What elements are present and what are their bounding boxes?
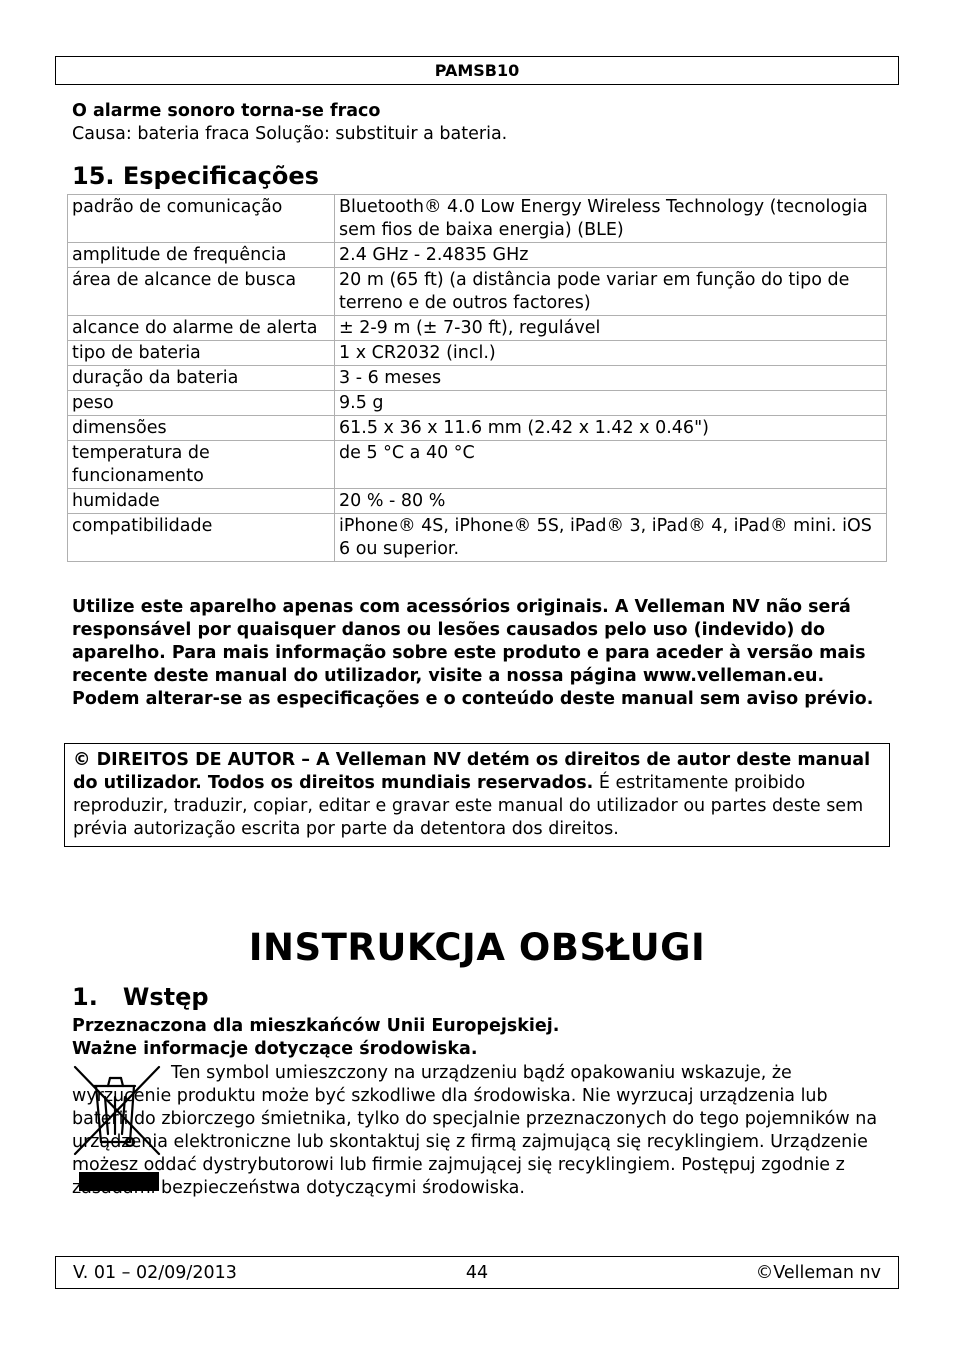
table-row xyxy=(68,489,887,514)
copyright-text: É estritamente proibido reproduzir, traduzir, copiar, editar e gravar este manual do utilizador ou partes deste sem prévia autorização escrita por parte da detentora dos direitos. xyxy=(73,773,864,839)
table-row xyxy=(68,514,887,562)
spec-label: amplitude de frequência xyxy=(68,243,335,268)
troubleshooting-section xyxy=(72,100,887,146)
spec-label: tipo de bateria xyxy=(68,341,335,366)
manual-title: INSTRUKCJA OBSŁUGI xyxy=(248,926,706,969)
troubleshooting-text: Causa: bateria fraca Solução: substituir a bateria. xyxy=(72,124,508,144)
table-row xyxy=(68,268,887,316)
specs-table xyxy=(67,194,887,562)
specs-heading: 15. Especificações xyxy=(72,162,319,190)
eu-notice-line: Przeznaczona dla mieszkańców Unii Europejskiej. xyxy=(72,1016,560,1036)
table-row xyxy=(68,441,887,489)
table-row xyxy=(68,243,887,268)
page-footer xyxy=(55,1256,899,1289)
table-row xyxy=(68,341,887,366)
spec-label: alcance do alarme de alerta xyxy=(68,316,335,341)
spec-value: 20 % - 80 % xyxy=(335,489,887,514)
usage-notice: Utilize este aparelho apenas com acessórios originais. A Velleman NV não será responsável por quaisquer danos ou lesões causados pelo uso (indevido) do aparelho. Para mais informação sobre este produto e para aceder à versão mais recente deste manual do utilizador, visite a nossa página www.velleman.eu. Podem alterar-se as especificações e o conteúdo deste manual sem aviso prévio. xyxy=(72,597,874,709)
environment-notice-line: Ważne informacje dotyczące środowiska. xyxy=(72,1039,478,1059)
table-row xyxy=(68,391,887,416)
spec-value: 20 m (65 ft) (a distância pode variar em função do tipo de terreno e de outros factores) xyxy=(335,268,887,316)
model-code: PAMSB10 xyxy=(434,61,520,80)
spec-label: humidade xyxy=(68,489,335,514)
spec-label: duração da bateria xyxy=(68,366,335,391)
table-row xyxy=(68,316,887,341)
spec-value: iPhone® 4S, iPhone® 5S, iPad® 3, iPad® 4, iPad® mini. iOS 6 ou superior. xyxy=(335,514,887,562)
spec-value: 1 x CR2032 (incl.) xyxy=(335,341,887,366)
spec-value: 61.5 x 36 x 11.6 mm (2.42 x 1.42 x 0.46") xyxy=(335,416,887,441)
specs-section xyxy=(72,161,887,191)
table-row xyxy=(68,416,887,441)
spec-label: temperatura de funcionamento xyxy=(68,441,335,489)
table-row xyxy=(68,195,887,243)
table-row xyxy=(68,366,887,391)
spec-label: área de alcance de busca xyxy=(68,268,335,316)
spec-value: Bluetooth® 4.0 Low Energy Wireless Technology (tecnologia sem fios de baixa energia) (BLE) xyxy=(335,195,887,243)
spec-label: peso xyxy=(68,391,335,416)
copyright-box xyxy=(64,743,890,847)
spec-value: 2.4 GHz - 2.4835 GHz xyxy=(335,243,887,268)
spec-label: dimensões xyxy=(68,416,335,441)
intro-heading: 1. Wstęp xyxy=(72,983,209,1011)
spec-label: padrão de comunicação xyxy=(68,195,335,243)
footer-copyright: ©Velleman nv xyxy=(755,1263,881,1283)
spec-label: compatibilidade xyxy=(68,514,335,562)
intro-section xyxy=(72,982,887,1012)
footer-page-number: 44 xyxy=(465,1263,489,1283)
troubleshooting-title: O alarme sonoro torna-se fraco xyxy=(72,101,381,121)
spec-value: ± 2-9 m (± 7-30 ft), regulável xyxy=(335,316,887,341)
page-header xyxy=(55,56,899,85)
spec-value: 3 - 6 meses xyxy=(335,366,887,391)
spec-value: de 5 °C a 40 °C xyxy=(335,441,887,489)
footer-version: V. 01 – 02/09/2013 xyxy=(73,1263,237,1283)
weee-paragraph: Ten symbol umieszczony na urządzeniu bądź opakowaniu wskazuje, że wyrzucenie produktu może być szkodliwe dla środowiska. Nie wyrzucaj urządzenia lub baterii do zbiorczego śmietnika, tylko do specjalnie przeznaczonych do tego pojemników na urządzenia elektroniczne lub skontaktuj się z firmą zajmującą się recyklingiem. Urządzenie możesz oddać dystrybutorowi lub firmie zajmującej się recyklingiem. Postępuj zgodnie z zasadami bezpieczeństwa dotyczącymi środowiska. xyxy=(72,1063,878,1198)
copyright-bold-text: © DIREITOS DE AUTOR – A Velleman NV detém os direitos de autor deste manual do utilizador. Todos os direitos mundiais reservados. xyxy=(73,750,871,793)
spec-value: 9.5 g xyxy=(335,391,887,416)
